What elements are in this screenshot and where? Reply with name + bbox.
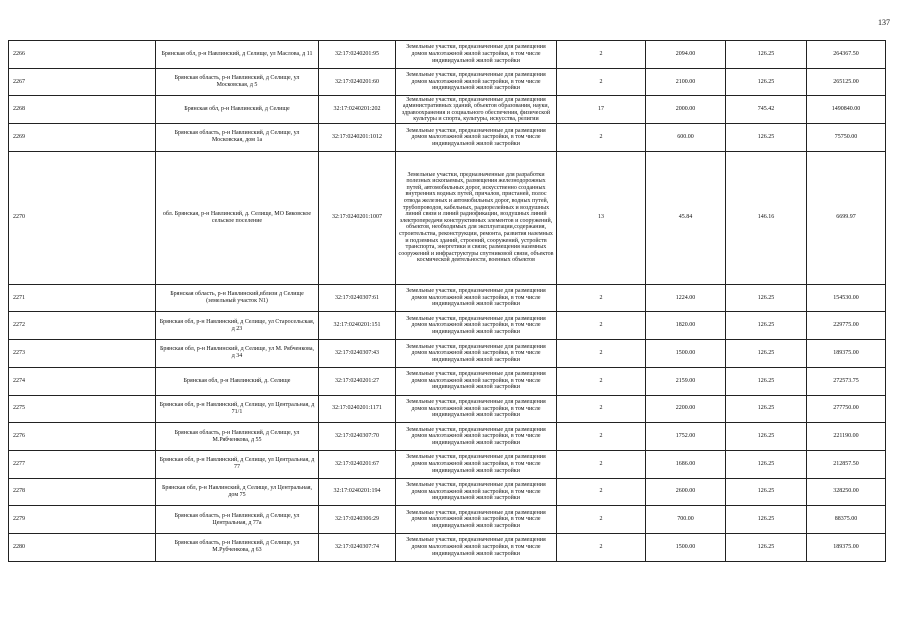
cadastral-number-cell: 32:17:0240201:60 — [319, 68, 396, 96]
land-use-cell: Земельные участки, предназначенные для размещения домов малоэтажной жилой застройки, в том числе индивидуальной жилой застройки — [396, 367, 557, 395]
cadastral-value-cell: 264367.50 — [807, 41, 886, 69]
area-cell: 2100.00 — [646, 68, 726, 96]
rate-cell: 126.25 — [726, 450, 807, 478]
cadastral-value-cell: 277750.00 — [807, 395, 886, 423]
cadastral-number-cell: 32:17:0240307:43 — [319, 340, 396, 368]
rate-cell: 126.25 — [726, 340, 807, 368]
table-row — [9, 506, 886, 534]
group-cell: 2 — [557, 533, 646, 561]
area-cell: 2000.00 — [646, 96, 726, 124]
area-cell: 600.00 — [646, 124, 726, 152]
group-cell: 2 — [557, 450, 646, 478]
group-cell: 2 — [557, 312, 646, 340]
cadastral-number-cell: 32:17:0240201:194 — [319, 478, 396, 506]
area-cell: 45.84 — [646, 151, 726, 284]
address-cell: обл. Брянская, р-н Навлинский, д. Селище, МО Бяковское сельское поселение — [156, 151, 319, 284]
rate-cell: 146.16 — [726, 151, 807, 284]
row-number-cell: 2267 — [9, 68, 156, 96]
land-use-cell: Земельные участки, предназначенные для разработки полезных ископаемых, размещения железнодорожных путей, автомобильных дорог, искусственно созданных внутренних водных путей, причалов, пристаней, полос отвода железных и автомобильных дорог, водных путей, трубопроводов, кабельных, радиорелейных и воздушных линий связи и линий радиофикации, воздушных линий электропередачи конструктивных элементов и сооружений, объектов, необходимых для эксплуатации,содержания, строительства, реконструкции, ремонта, развития наземных и подземных зданий, строений, сооружений, устройств транспорта, энергетики и связи; размещения наземных сооружений и инфраструктуры спутниковой связи, объектов космической деятельности, военных объектов — [396, 151, 557, 284]
table-body — [9, 41, 886, 562]
area-cell: 2094.00 — [646, 41, 726, 69]
table-row — [9, 124, 886, 152]
area-cell: 2159.00 — [646, 367, 726, 395]
cadastral-number-cell: 32:17:0240307:61 — [319, 284, 396, 312]
address-cell: Брянская обл, р-н Навлинский, д Селище, ул Маслова, д 11 — [156, 41, 319, 69]
cadastral-value-cell: 265125.00 — [807, 68, 886, 96]
rate-cell: 126.25 — [726, 312, 807, 340]
address-cell: Брянская область, р-н Навлинский, д Селище, ул М.Рубченкова, д 63 — [156, 533, 319, 561]
group-cell: 2 — [557, 423, 646, 451]
table-row — [9, 284, 886, 312]
address-cell: Брянская обл, р-н Навлинский, д. Селище — [156, 367, 319, 395]
rate-cell: 126.25 — [726, 68, 807, 96]
row-number-cell: 2275 — [9, 395, 156, 423]
row-number-cell: 2277 — [9, 450, 156, 478]
area-cell: 2600.00 — [646, 478, 726, 506]
table-row — [9, 68, 886, 96]
area-cell: 1752.00 — [646, 423, 726, 451]
table-row — [9, 151, 886, 284]
cadastral-value-cell: 221190.00 — [807, 423, 886, 451]
group-cell: 17 — [557, 96, 646, 124]
land-use-cell: Земельные участки, предназначенные для размещения домов малоэтажной жилой застройки, в том числе индивидуальной жилой застройки — [396, 450, 557, 478]
land-use-cell: Земельные участки, предназначенные для размещения административных зданий, объектов образования, науки, здравоохранения и социального обеспечения, физической культуры и спорта, культуры, искусства, религии — [396, 96, 557, 124]
page-number: 137 — [878, 18, 890, 27]
cadastral-value-cell: 272573.75 — [807, 367, 886, 395]
row-number-cell: 2270 — [9, 151, 156, 284]
cadastral-number-cell: 32:17:0240201:1012 — [319, 124, 396, 152]
address-cell: Брянская обл, р-н Навлинский, д Селище, ул Центральная, дом 75 — [156, 478, 319, 506]
rate-cell: 745.42 — [726, 96, 807, 124]
group-cell: 13 — [557, 151, 646, 284]
table-row — [9, 423, 886, 451]
row-number-cell: 2271 — [9, 284, 156, 312]
land-use-cell: Земельные участки, предназначенные для размещения домов малоэтажной жилой застройки, в том числе индивидуальной жилой застройки — [396, 506, 557, 534]
area-cell: 1500.00 — [646, 340, 726, 368]
registry-table — [8, 40, 886, 562]
group-cell: 2 — [557, 124, 646, 152]
address-cell: Брянская область, р-н Навлинский, д Селище, ул М.Рябченкова, д 55 — [156, 423, 319, 451]
land-use-cell: Земельные участки, предназначенные для размещения домов малоэтажной жилой застройки, в том числе индивидуальной жилой застройки — [396, 478, 557, 506]
row-number-cell: 2273 — [9, 340, 156, 368]
table-row — [9, 312, 886, 340]
group-cell: 2 — [557, 478, 646, 506]
table-row — [9, 96, 886, 124]
group-cell: 2 — [557, 41, 646, 69]
land-use-cell: Земельные участки, предназначенные для размещения домов малоэтажной жилой застройки, в том числе индивидуальной жилой застройки — [396, 533, 557, 561]
group-cell: 2 — [557, 340, 646, 368]
table-row — [9, 395, 886, 423]
cadastral-value-cell: 6699.97 — [807, 151, 886, 284]
row-number-cell: 2274 — [9, 367, 156, 395]
area-cell: 1224.00 — [646, 284, 726, 312]
rate-cell: 126.25 — [726, 124, 807, 152]
group-cell: 2 — [557, 367, 646, 395]
land-use-cell: Земельные участки, предназначенные для размещения домов малоэтажной жилой застройки, в том числе индивидуальной жилой застройки — [396, 284, 557, 312]
rate-cell: 126.25 — [726, 478, 807, 506]
cadastral-value-cell: 189375.00 — [807, 533, 886, 561]
land-use-cell: Земельные участки, предназначенные для размещения домов малоэтажной жилой застройки, в том числе индивидуальной жилой застройки — [396, 340, 557, 368]
cadastral-value-cell: 88375.00 — [807, 506, 886, 534]
table-row — [9, 478, 886, 506]
row-number-cell: 2269 — [9, 124, 156, 152]
area-cell: 700.00 — [646, 506, 726, 534]
row-number-cell: 2272 — [9, 312, 156, 340]
cadastral-number-cell: 32:17:0240201:1171 — [319, 395, 396, 423]
rate-cell: 126.25 — [726, 395, 807, 423]
cadastral-number-cell: 32:17:0240307:70 — [319, 423, 396, 451]
rate-cell: 126.25 — [726, 284, 807, 312]
cadastral-number-cell: 32:17:0240201:1007 — [319, 151, 396, 284]
land-use-cell: Земельные участки, предназначенные для размещения домов малоэтажной жилой застройки, в том числе индивидуальной жилой застройки — [396, 41, 557, 69]
row-number-cell: 2278 — [9, 478, 156, 506]
row-number-cell: 2266 — [9, 41, 156, 69]
group-cell: 2 — [557, 506, 646, 534]
rate-cell: 126.25 — [726, 423, 807, 451]
land-use-cell: Земельные участки, предназначенные для размещения домов малоэтажной жилой застройки, в том числе индивидуальной жилой застройки — [396, 395, 557, 423]
address-cell: Брянская обл, р-н Навлинский, д Селище — [156, 96, 319, 124]
rate-cell: 126.25 — [726, 41, 807, 69]
land-use-cell: Земельные участки, предназначенные для размещения домов малоэтажной жилой застройки, в том числе индивидуальной жилой застройки — [396, 423, 557, 451]
cadastral-value-cell: 1490840.00 — [807, 96, 886, 124]
table-row — [9, 533, 886, 561]
cadastral-value-cell: 75750.00 — [807, 124, 886, 152]
rate-cell: 126.25 — [726, 506, 807, 534]
cadastral-number-cell: 32:17:0240307:74 — [319, 533, 396, 561]
group-cell: 2 — [557, 284, 646, 312]
cadastral-value-cell: 328250.00 — [807, 478, 886, 506]
address-cell: Брянская обл, р-н Навлинский, д Селище, ул Центральная, д 77 — [156, 450, 319, 478]
address-cell: Брянская область, р-н Навлинский, д Селище, ул Центральная, д 77а — [156, 506, 319, 534]
table-row — [9, 367, 886, 395]
cadastral-number-cell: 32:17:0240201:151 — [319, 312, 396, 340]
rate-cell: 126.25 — [726, 367, 807, 395]
row-number-cell: 2279 — [9, 506, 156, 534]
cadastral-value-cell: 212857.50 — [807, 450, 886, 478]
land-use-cell: Земельные участки, предназначенные для размещения домов малоэтажной жилой застройки, в том числе индивидуальной жилой застройки — [396, 124, 557, 152]
cadastral-number-cell: 32:17:0240201:67 — [319, 450, 396, 478]
area-cell: 2200.00 — [646, 395, 726, 423]
cadastral-number-cell: 32:17:0240201:95 — [319, 41, 396, 69]
row-number-cell: 2276 — [9, 423, 156, 451]
address-cell: Брянская область, р-н Навлинский, д Селище, ул Московская, дом 1а — [156, 124, 319, 152]
cadastral-number-cell: 32:17:0240306:29 — [319, 506, 396, 534]
land-use-cell: Земельные участки, предназначенные для размещения домов малоэтажной жилой застройки, в том числе индивидуальной жилой застройки — [396, 68, 557, 96]
cadastral-number-cell: 32:17:0240201:202 — [319, 96, 396, 124]
address-cell: Брянская область, р-н Навлинский, д Селище, ул Московская, д 5 — [156, 68, 319, 96]
rate-cell: 126.25 — [726, 533, 807, 561]
land-use-cell: Земельные участки, предназначенные для размещения домов малоэтажной жилой застройки, в том числе индивидуальной жилой застройки — [396, 312, 557, 340]
address-cell: Брянская обл, р-н Навлинский, д Селище, ул Старосельская, д 23 — [156, 312, 319, 340]
table-row — [9, 450, 886, 478]
address-cell: Брянская область, р-н Навлинский,вблизи д Селище (земельный участок N1) — [156, 284, 319, 312]
area-cell: 1500.00 — [646, 533, 726, 561]
area-cell: 1686.00 — [646, 450, 726, 478]
table-row — [9, 41, 886, 69]
row-number-cell: 2280 — [9, 533, 156, 561]
group-cell: 2 — [557, 68, 646, 96]
area-cell: 1820.00 — [646, 312, 726, 340]
cadastral-number-cell: 32:17:0240201:27 — [319, 367, 396, 395]
row-number-cell: 2268 — [9, 96, 156, 124]
table-row — [9, 340, 886, 368]
cadastral-value-cell: 154530.00 — [807, 284, 886, 312]
cadastral-value-cell: 189375.00 — [807, 340, 886, 368]
group-cell: 2 — [557, 395, 646, 423]
address-cell: Брянская обл, р-н Навлинский, д Селище, ул М. Рябченкова, д 34 — [156, 340, 319, 368]
address-cell: Брянская обл, р-н Навлинский, д Селище, ул Центральная, д 71/1 — [156, 395, 319, 423]
cadastral-value-cell: 229775.00 — [807, 312, 886, 340]
